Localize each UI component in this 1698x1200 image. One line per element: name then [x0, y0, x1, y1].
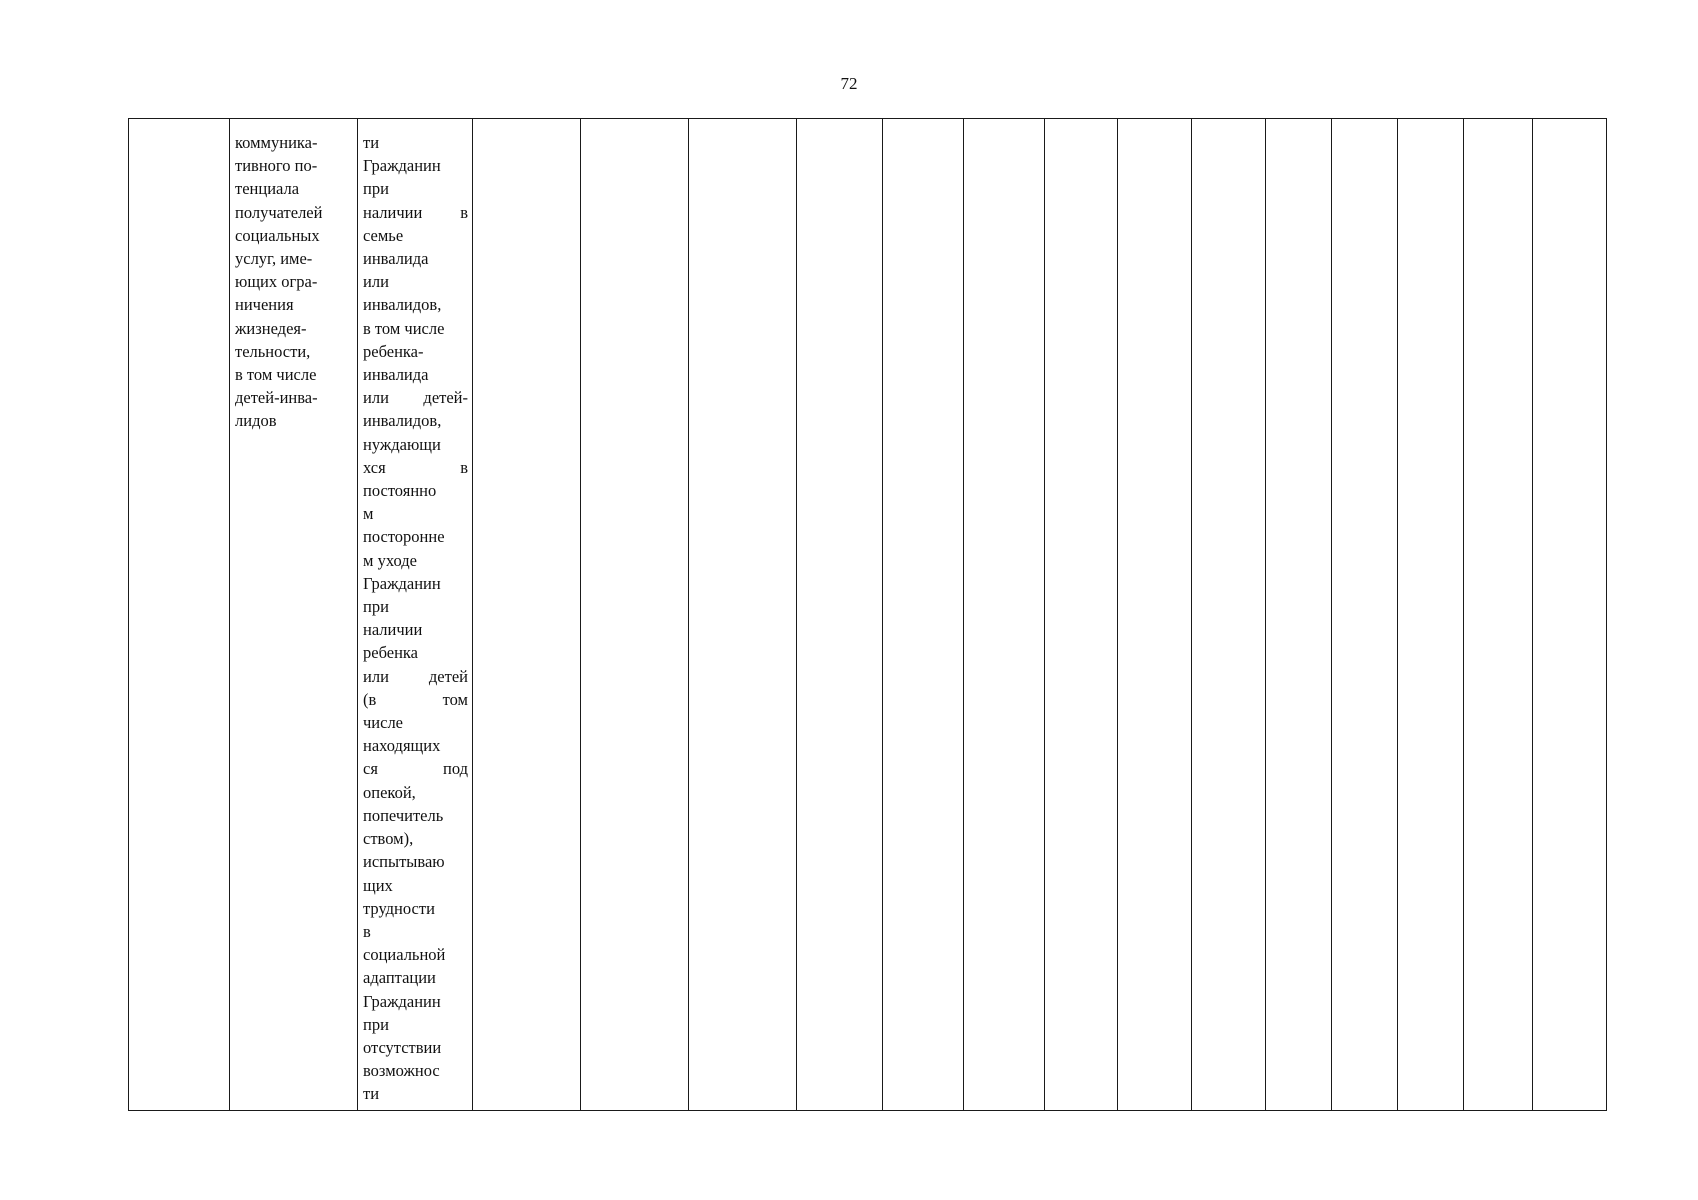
- condition-line: ти: [363, 1084, 380, 1104]
- condition-line: постоянно: [363, 481, 437, 501]
- table-cell-conditions: [358, 119, 473, 1111]
- condition-line: при: [363, 597, 389, 617]
- condition-line: ребенка: [363, 643, 418, 663]
- service-name-text: коммуника- тивного по- тенциала получателей социальных услуг, име- ющих огра- ничения жизнедея- тельности, в том числе детей-инва- лидов: [235, 133, 323, 431]
- table-cell: [473, 119, 581, 1111]
- condition-line: возможнос: [363, 1061, 440, 1081]
- table-cell: [1045, 119, 1118, 1111]
- condition-line: находящих: [363, 736, 441, 756]
- condition-line: трудности: [363, 898, 435, 918]
- condition-line: ти: [363, 133, 380, 152]
- condition-line: инвалидов,: [363, 411, 442, 431]
- table-cell: [797, 119, 883, 1111]
- condition-line: в том числе: [363, 318, 445, 338]
- table-cell: [1332, 119, 1398, 1111]
- condition-line: Гражданин: [363, 156, 441, 176]
- table-cell-service-name: [230, 119, 358, 1111]
- condition-line: социальной: [363, 945, 446, 965]
- condition-line: инвалидов,: [363, 295, 442, 315]
- condition-line: м уходе: [363, 550, 417, 570]
- condition-line: щих: [363, 875, 393, 895]
- condition-line: в: [363, 921, 371, 941]
- table-cell: [1192, 119, 1266, 1111]
- table-cell: [1398, 119, 1464, 1111]
- condition-line: ребенка-: [363, 341, 424, 361]
- condition-line: попечитель: [363, 805, 444, 825]
- condition-line: м: [363, 504, 374, 524]
- condition-line: или детей: [363, 666, 468, 686]
- condition-line: семье: [363, 225, 404, 245]
- condition-line: инвалида: [363, 249, 429, 269]
- table-cell: [689, 119, 797, 1111]
- table-row: [129, 119, 1607, 1111]
- condition-line: Гражданин: [363, 573, 441, 593]
- condition-line: наличии в: [363, 202, 468, 222]
- condition-line: наличии: [363, 620, 423, 640]
- table-cell: [964, 119, 1045, 1111]
- condition-line: или детей-: [363, 388, 468, 408]
- condition-line: при: [363, 1014, 389, 1034]
- condition-line: числе: [363, 713, 404, 733]
- condition-line: (в том: [363, 689, 468, 709]
- condition-line: постороннe: [363, 527, 445, 547]
- condition-line: ством),: [363, 829, 414, 849]
- condition-line: испытываю: [363, 852, 445, 872]
- table-cell: [1266, 119, 1332, 1111]
- condition-line: ся под: [363, 759, 468, 779]
- table-cell: [1118, 119, 1192, 1111]
- table-cell: [1464, 119, 1533, 1111]
- condition-line: или: [363, 272, 389, 292]
- table-cell: [1533, 119, 1607, 1111]
- condition-line: хся в: [363, 457, 468, 477]
- page-number: 72: [840, 74, 858, 93]
- conditions-text: [363, 131, 468, 1106]
- services-table: [128, 118, 1607, 1111]
- table-cell: [581, 119, 689, 1111]
- condition-line: Гражданин: [363, 991, 441, 1011]
- table-cell: [883, 119, 964, 1111]
- table-cell-number: [129, 119, 230, 1111]
- condition-line: адаптации: [363, 968, 436, 988]
- condition-line: инвалида: [363, 365, 429, 385]
- condition-line: опекой,: [363, 782, 416, 802]
- condition-line: при: [363, 179, 389, 199]
- condition-line: нуждающи: [363, 434, 441, 454]
- condition-line: отсутствии: [363, 1037, 442, 1057]
